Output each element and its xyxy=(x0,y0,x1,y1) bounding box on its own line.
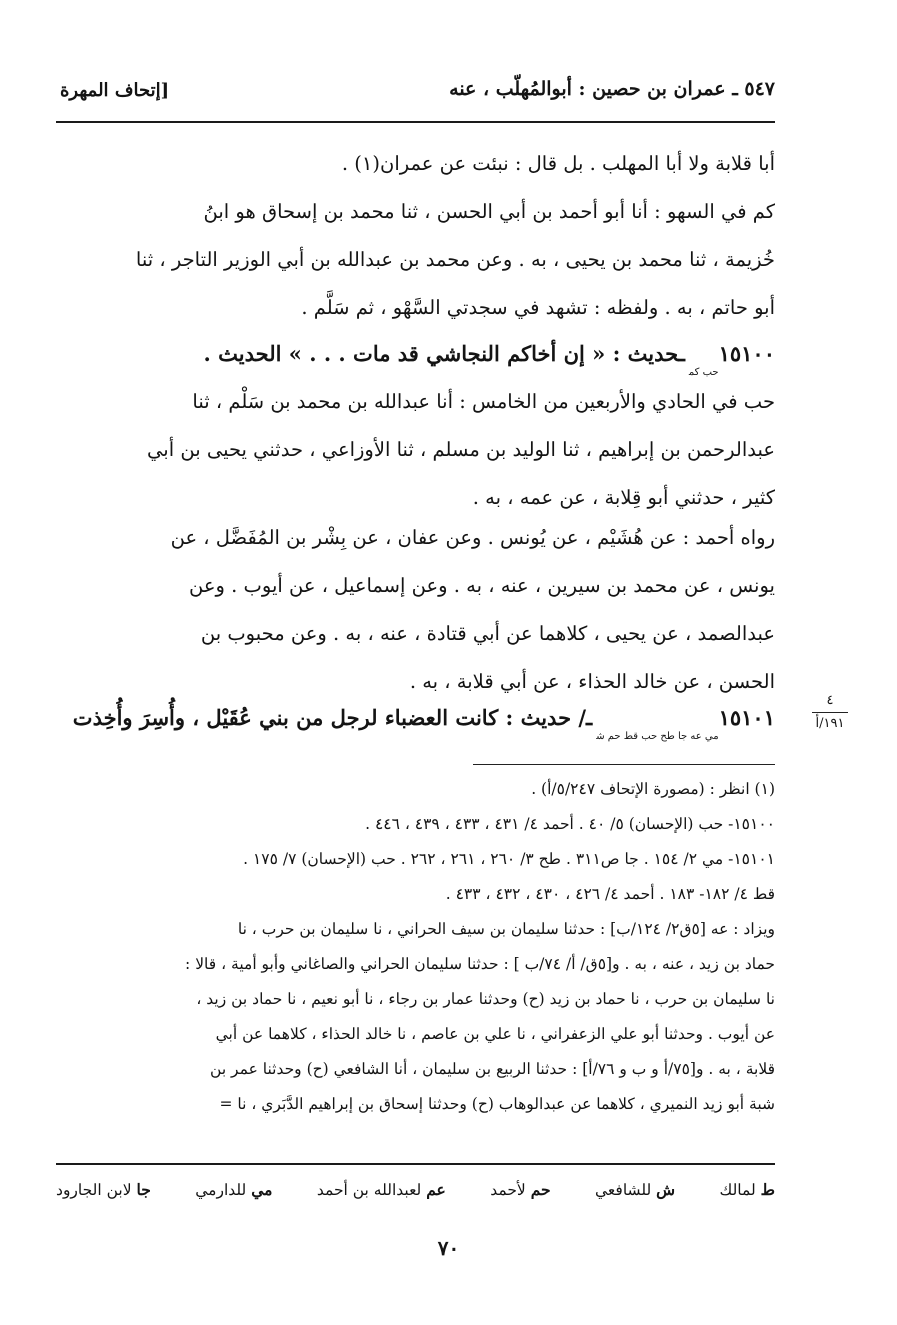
legend-entry: مي للدارمي xyxy=(195,1180,273,1199)
footnote-line: ١٥١٠٠- حب (الإحسان) ٥/ ٤٠ . أحمد ٤/ ٤٣١ ، ٤٣٣ ، ٤٣٩ ، ٤٤٦ . xyxy=(365,815,775,833)
running-header-title: ٥٤٧ ـ عمران بن حصين : أبوالمُهلّب ، عنه xyxy=(449,78,775,100)
folio-leaf: ١٩١/أ xyxy=(815,716,845,731)
footnote-line: قلابة ، به . و[٧٥/أ و ب و ٧٦/أ] : حدثنا الربيع بن سليمان ، أنا الشافعي (ح) وحدثنا عمر بن xyxy=(210,1060,775,1078)
manuscript-folio-note xyxy=(800,692,860,733)
body-paragraph-3 xyxy=(57,514,775,706)
hadith-heading-2 xyxy=(57,694,775,761)
folio-divider xyxy=(812,712,848,713)
running-header-book: [إتحاف المهرة xyxy=(60,80,170,101)
body-line: حب في الحادي والأربعين من الخامس : أنا عبدالله بن محمد بن سَلْم ، ثنا xyxy=(192,390,775,413)
footnotes xyxy=(57,772,775,1122)
footnote-line: (١) انظر : (مصورة الإتحاف ٥/٢٤٧/أ) . xyxy=(531,780,775,798)
footnote-line: حماد بن زيد ، عنه ، به . و[٥ق/ أ/ ٧٤/ب ] : حدثنا سليمان الحراني والصاغاني وأبو أمية ، قالا : xyxy=(185,955,775,973)
hadith-number: ١٥١٠١ xyxy=(718,705,775,730)
folio-volume: ٤ xyxy=(826,693,834,708)
footnote-line: نا سليمان بن حرب ، نا حماد بن زيد (ح) وحدثنا عمار بن رجاء ، نا أبو نعيم ، نا حماد بن زيد ، xyxy=(196,990,775,1008)
body-line: رواه أحمد : عن هُشَيْم ، عن يُونس . وعن عفان ، عن بِشْر بن المُفَضَّل ، عن xyxy=(170,526,775,549)
header-rule xyxy=(56,121,775,123)
body-line: خُزيمة ، ثنا محمد بن يحيى ، به . وعن محمد بن عبدالله بن أبي الوزير التاجر ، ثنا xyxy=(135,248,775,271)
body-line: أبا قلابة ولا أبا المهلب . بل قال : نبئت عن عمران(١) . xyxy=(341,152,775,175)
legend-entry: ش للشافعي xyxy=(595,1180,676,1199)
footnote-rule xyxy=(473,764,775,765)
body-line: كم في السهو : أنا أبو أحمد بن أبي الحسن ، ثنا محمد بن إسحاق هو ابنُ xyxy=(203,200,775,223)
page-number: ٧٠ xyxy=(437,1236,460,1260)
hadith-sigla: مي عه جا طح حب قط حم ش xyxy=(596,731,719,742)
hadith-sigla: حب كم xyxy=(688,367,719,378)
body-paragraph-1 xyxy=(57,140,775,332)
footnote-line: ويزاد : عه [٥ق٢/ ١٢٤/ب] : حدثنا سليمان بن سيف الحراني ، نا سليمان بن حرب ، نا xyxy=(237,920,775,938)
hadith-number: ١٥١٠٠ xyxy=(718,341,775,366)
legend-rule xyxy=(56,1163,775,1165)
footnote-line: ١٥١٠١- مي ٢/ ١٥٤ . جا ص٣١١ . طح ٣/ ٢٦٠ ، ٢٦١ ، ٢٦٢ . حب (الإحسان) ٧/ ١٧٥ . xyxy=(243,850,775,868)
body-line: يونس ، عن محمد بن سيرين ، عنه ، به . وعن إسماعيل ، عن أيوب . وعن xyxy=(189,574,775,597)
body-line: عبدالصمد ، عن يحيى ، كلاهما عن أبي قتادة ، عنه ، به . وعن محبوب بن xyxy=(200,622,775,645)
legend-entry: ط لمالك xyxy=(719,1180,775,1199)
hadith-title: ـ/ حديث : كانت العضباء لرجل من بني عُقَيْل ، وأُسِرَ وأُخِذت xyxy=(72,705,593,730)
abbreviation-legend xyxy=(56,1180,775,1199)
body-paragraph-2 xyxy=(57,378,775,522)
legend-entry: عم لعبدالله بن أحمد xyxy=(316,1180,446,1199)
body-line: كثير ، حدثني أبو قِلابة ، عن عمه ، به . xyxy=(472,486,775,509)
footnote-line: شبة أبو زيد النميري ، كلاهما عن عبدالوهاب (ح) وحدثنا إسحاق بن إبراهيم الدَّبَري ، نا = xyxy=(219,1095,775,1113)
footnote-line: عن أيوب . وحدثنا أبو علي الزعفراني ، نا علي بن عاصم ، نا خالد الحذاء ، كلاهما عن أبي xyxy=(215,1025,775,1043)
footnote-line: قط ٤/ ١٨٢- ١٨٣ . أحمد ٤/ ٤٢٦ ، ٤٣٠ ، ٤٣٢ ، ٤٣٣ . xyxy=(445,885,775,903)
body-line: أبو حاتم ، به . ولفظه : تشهد في سجدتي السَّهْو ، ثم سَلَّم . xyxy=(301,296,775,319)
legend-entry: حم لأحمد xyxy=(490,1180,551,1199)
body-line: الحسن ، عن خالد الحذاء ، عن أبي قلابة ، به . xyxy=(409,670,775,693)
legend-entry: جا لابن الجارود xyxy=(56,1180,151,1199)
hadith-title: ـحديث : « إن أخاكم النجاشي قد مات . . . » الحديث . xyxy=(203,341,685,366)
body-line: عبدالرحمن بن إبراهيم ، ثنا الوليد بن مسلم ، ثنا الأوزاعي ، حدثني يحيى بن أبي xyxy=(147,438,775,461)
